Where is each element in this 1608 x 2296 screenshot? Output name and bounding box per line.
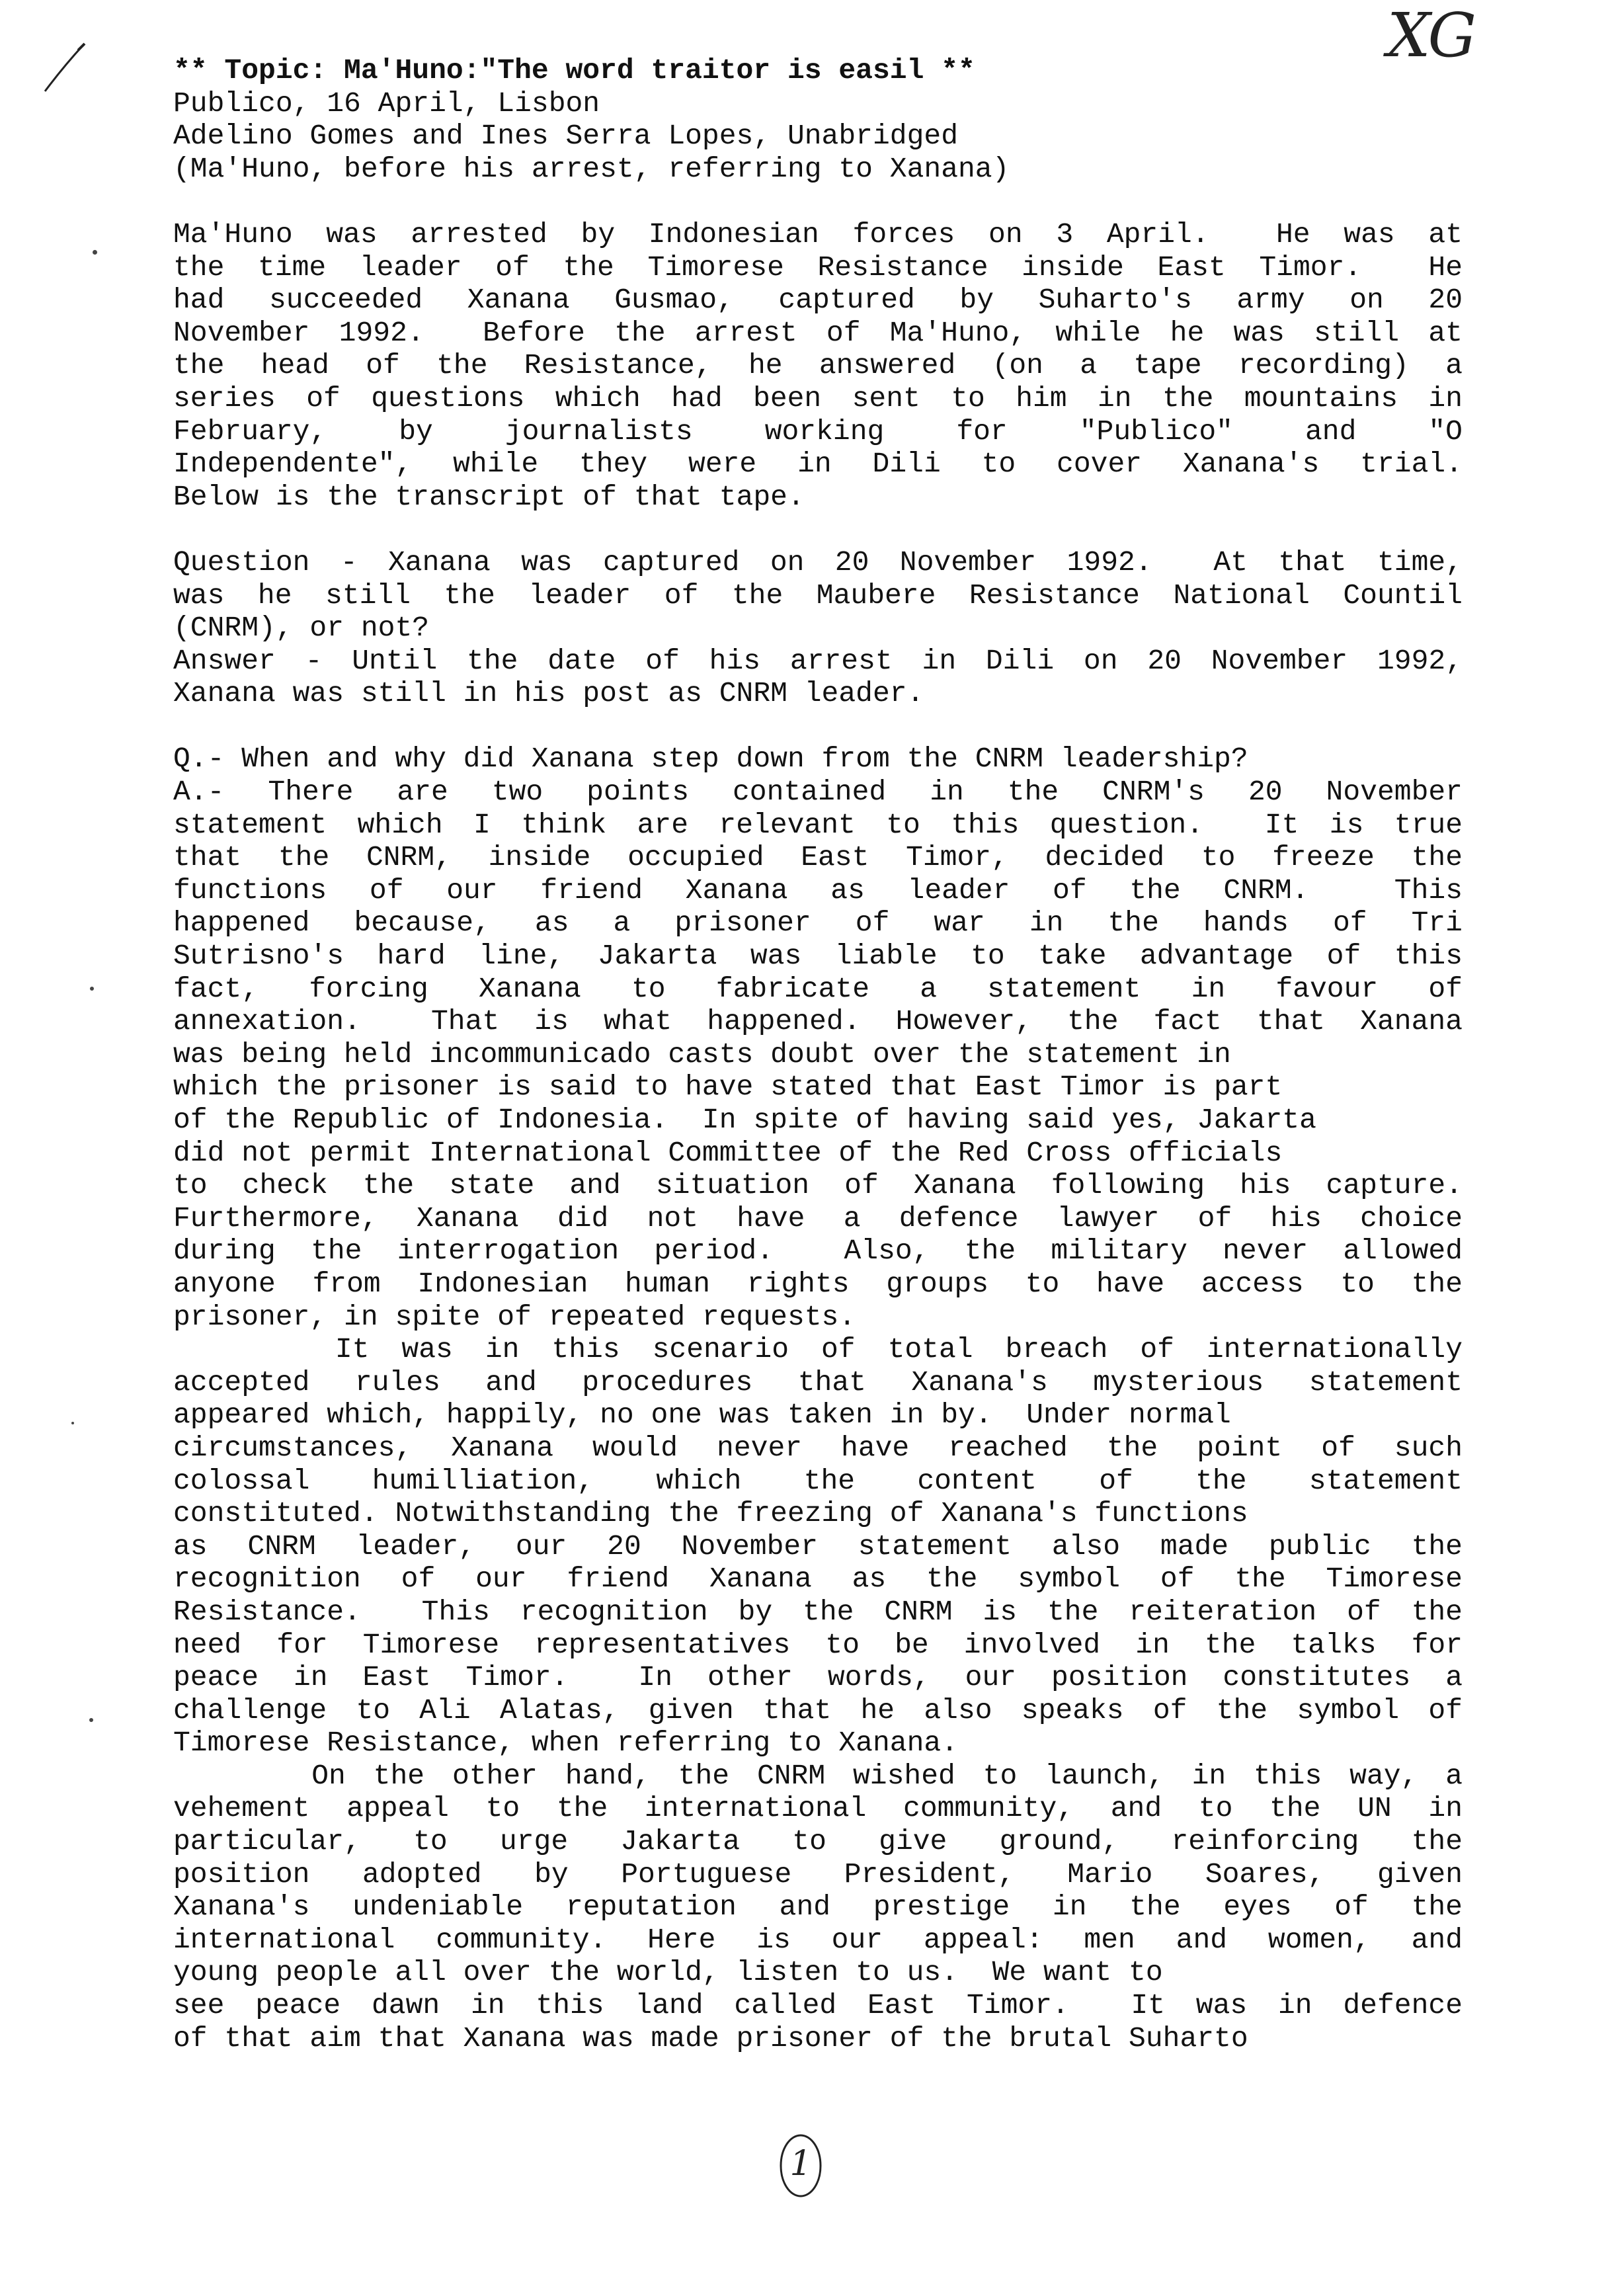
answer-line: as CNRM leader, our 20 November statement also made public the: [173, 1530, 1463, 1563]
answer-line: of that aim that Xanana was made prisoner of the brutal Suharto: [173, 2022, 1248, 2055]
authors-line: Adelino Gomes and Ines Serra Lopes, Unabridged: [173, 120, 958, 153]
answer-line: particular, to urge Jakarta to give ground, reinforcing the: [173, 1825, 1463, 1858]
text-line: Independente", while they were in Dili to cover Xanana's trial.: [173, 448, 1463, 481]
answer-line: happened because, as a prisoner of war in the hands of Tri: [173, 907, 1463, 940]
answer-line: of the Republic of Indonesia. In spite of having said yes, Jakarta: [173, 1104, 1316, 1136]
answer-line: Sutrisno's hard line, Jakarta was liable to take advantage of this: [173, 940, 1463, 973]
intro-paragraph: [173, 218, 1463, 513]
answer-line: functions of our friend Xanana as leader of the CNRM. This: [173, 874, 1463, 907]
answer-line: statement which I think are relevant to this question. It is true: [173, 808, 1463, 841]
margin-speck: [71, 1422, 74, 1424]
handwritten-initials: XG: [1387, 0, 1474, 71]
text-line: Ma'Huno was arrested by Indonesian forces on 3 April. He was at: [173, 218, 1463, 251]
answer-line: circumstances, Xanana would never have reached the point of such: [173, 1431, 1463, 1464]
question-line: (CNRM), or not?: [173, 612, 430, 645]
margin-speck: [93, 250, 97, 255]
answer-line: annexation. That is what happened. However, the fact that Xanana: [173, 1005, 1463, 1038]
context-note: (Ma'Huno, before his arrest, referring to Xanana): [173, 152, 1010, 185]
answer-line: see peace dawn in this land called East Timor. It was in defence: [173, 1989, 1463, 2022]
page-number-text: 1: [789, 2144, 812, 2184]
handwritten-page-number: [774, 2129, 828, 2202]
answer-line: peace in East Timor. In other words, our position constitutes a: [173, 1661, 1463, 1694]
answer-line: Xanana's undeniable reputation and prestige in the eyes of the: [173, 1891, 1463, 1924]
answer-line: A.- There are two points contained in the CNRM's 20 November: [173, 776, 1463, 809]
margin-speck: [89, 1718, 93, 1722]
paragraph-gap: [173, 513, 1463, 546]
question-line: Q.- When and why did Xanana step down from the CNRM leadership?: [173, 743, 1248, 776]
text-line: the head of the Resistance, he answered (on a tape recording) a: [173, 349, 1463, 382]
answer-line: prisoner, in spite of repeated requests.: [173, 1300, 856, 1333]
answer-line: Answer - Until the date of his arrest in Dili on 20 November 1992,: [173, 644, 1463, 677]
answer-line: need for Timorese representatives to be involved in the talks for: [173, 1628, 1463, 1661]
answer-line: position adopted by Portuguese President, Mario Soares, given: [173, 1858, 1463, 1891]
text-line: Below is the transcript of that tape.: [173, 480, 805, 513]
answer-line: to check the state and situation of Xanana following his capture.: [173, 1169, 1463, 1202]
header-block: [173, 54, 1463, 185]
answer-line: colossal humilliation, which the content of the statement: [173, 1464, 1463, 1497]
answer-line: during the interrogation period. Also, the military never allowed: [173, 1235, 1463, 1268]
answer-line: It was in this scenario of total breach of internationally: [173, 1333, 1463, 1366]
document-body: [173, 54, 1463, 2055]
answer-line: recognition of our friend Xanana as the symbol of the Timorese: [173, 1563, 1463, 1596]
question-answer-2: [173, 743, 1463, 2055]
answer-line: that the CNRM, inside occupied East Timor, decided to freeze the: [173, 841, 1463, 874]
question-answer-1: [173, 546, 1463, 710]
text-line: series of questions which had been sent to him in the mountains in: [173, 382, 1463, 415]
text-line: had succeeded Xanana Gusmao, captured by Suharto's army on 20: [173, 284, 1463, 317]
answer-line: which the prisoner is said to have stated that East Timor is part: [173, 1071, 1283, 1104]
answer-line: constituted. Notwithstanding the freezing of Xanana's functions: [173, 1497, 1248, 1530]
text-line: the time leader of the Timorese Resistance inside East Timor. He: [173, 251, 1463, 284]
text-line: February, by journalists working for "Publico" and "O: [173, 415, 1463, 448]
paragraph-gap: [173, 185, 1463, 218]
answer-line: was being held incommunicado casts doubt over the statement in: [173, 1038, 1231, 1071]
source-line: Publico, 16 April, Lisbon: [173, 87, 600, 120]
answer-line: vehement appeal to the international community, and to the UN in: [173, 1792, 1463, 1825]
answer-line: accepted rules and procedures that Xanana's mysterious statement: [173, 1366, 1463, 1399]
pen-tick-mark: [32, 38, 91, 98]
answer-line: anyone from Indonesian human rights groups to have access to the: [173, 1267, 1463, 1300]
topic-line: ** Topic: Ma'Huno:"The word traitor is easil **: [173, 54, 975, 87]
answer-line: young people all over the world, listen to us. We want to: [173, 1956, 1163, 1989]
answer-line: did not permit International Committee of the Red Cross officials: [173, 1136, 1283, 1169]
margin-speck: [90, 987, 94, 991]
answer-line: international community. Here is our appeal: men and women, and: [173, 1923, 1463, 1956]
text-line: November 1992. Before the arrest of Ma'Huno, while he was still at: [173, 316, 1463, 349]
question-line: Question - Xanana was captured on 20 November 1992. At that time,: [173, 546, 1463, 579]
question-line: was he still the leader of the Maubere Resistance National Countil: [173, 579, 1463, 612]
answer-line: challenge to Ali Alatas, given that he also speaks of the symbol of: [173, 1694, 1463, 1727]
answer-line: Timorese Resistance, when referring to Xanana.: [173, 1727, 958, 1760]
answer-line: Furthermore, Xanana did not have a defence lawyer of his choice: [173, 1202, 1463, 1235]
paragraph-gap: [173, 710, 1463, 743]
answer-line: Xanana was still in his post as CNRM leader.: [173, 677, 924, 710]
answer-line: On the other hand, the CNRM wished to launch, in this way, a: [173, 1759, 1463, 1792]
answer-line: Resistance. This recognition by the CNRM is the reiteration of the: [173, 1595, 1463, 1628]
answer-line: appeared which, happily, no one was taken in by. Under normal: [173, 1399, 1231, 1432]
answer-line: fact, forcing Xanana to fabricate a statement in favour of: [173, 972, 1463, 1005]
